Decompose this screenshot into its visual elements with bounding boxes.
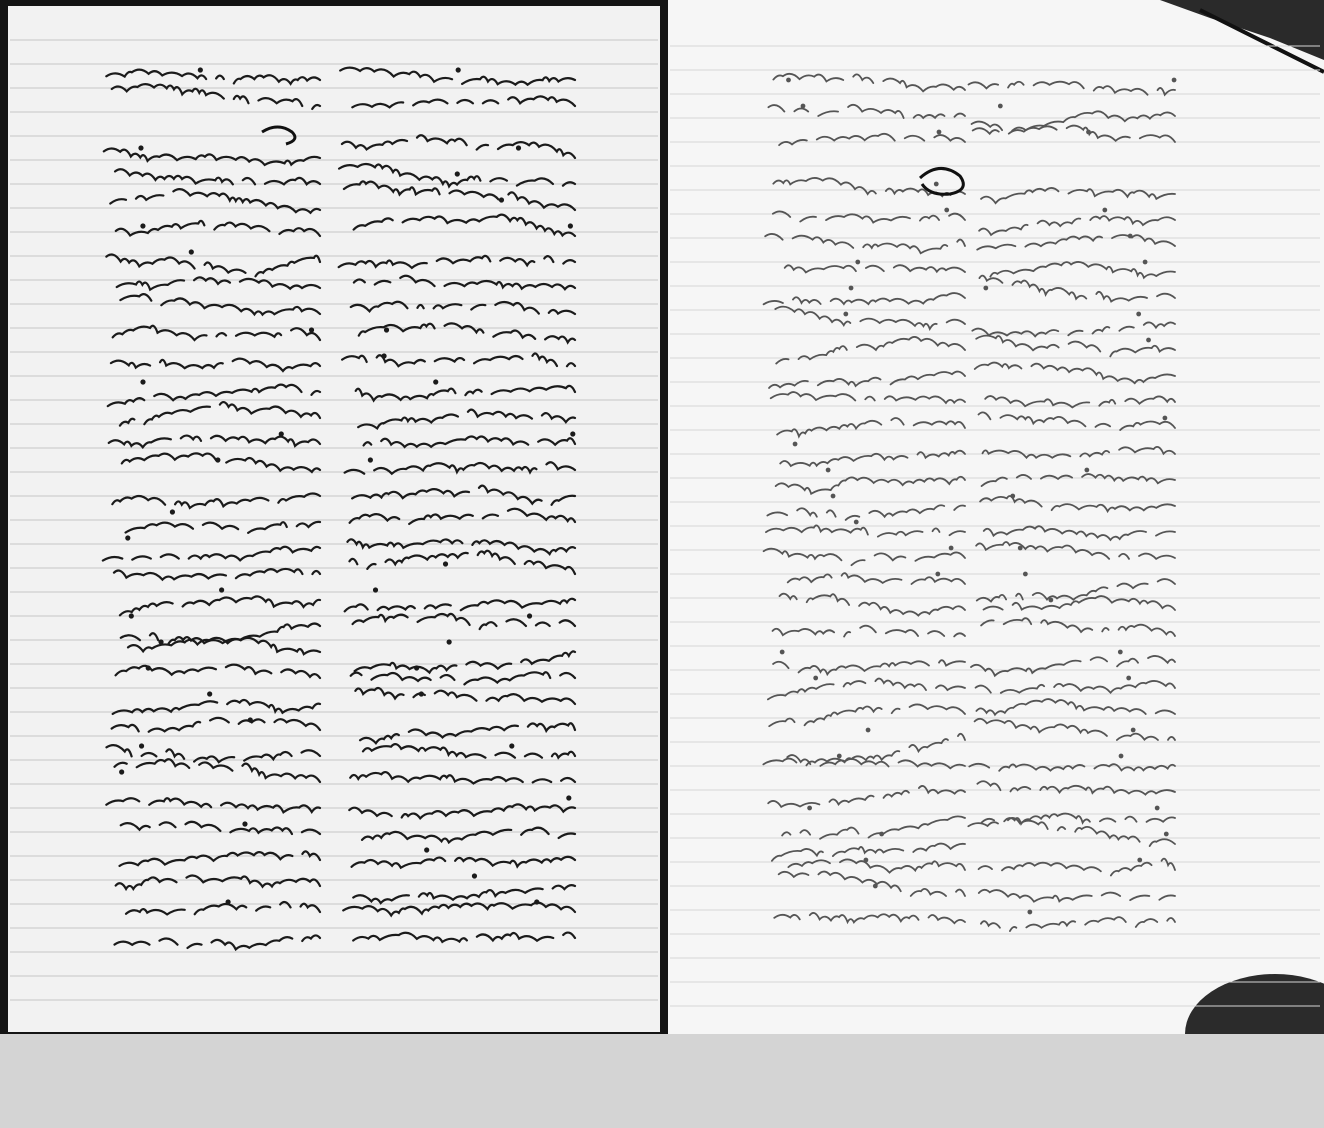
- footer-bar: [0, 1034, 1324, 1128]
- right-page: [668, 0, 1324, 1034]
